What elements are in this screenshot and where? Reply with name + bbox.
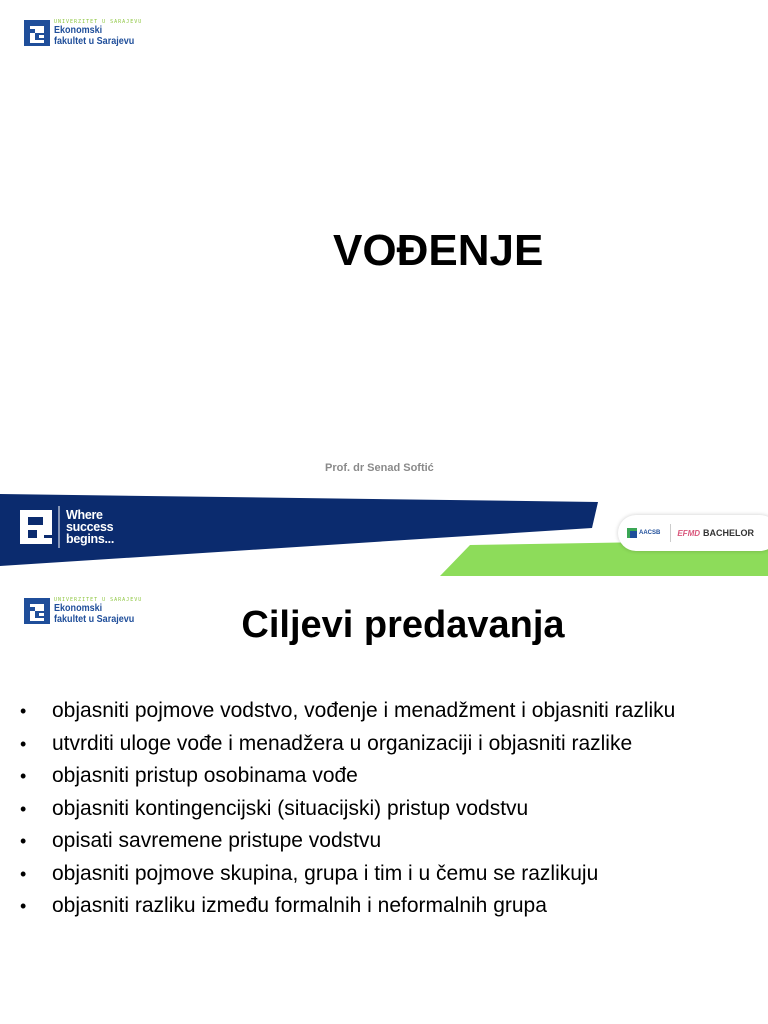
objective-text: objasniti kontingencijski (situacijski) pristup vodstvu <box>52 796 529 820</box>
badge-divider <box>670 524 671 542</box>
slide-title: Ciljevi predavanja <box>241 604 565 646</box>
slogan-line: begins... <box>66 532 115 546</box>
aacsb-logo <box>627 528 660 538</box>
bullet-icon: • <box>20 733 27 754</box>
efmd-label: EFMD <box>677 528 701 538</box>
list-item <box>20 894 675 927</box>
brand-e-icon <box>20 510 52 544</box>
bachelor-label: BACHELOR <box>703 528 755 538</box>
faculty-name-line2: fakultet u Sarajevu <box>54 613 135 625</box>
faculty-logo <box>24 20 147 47</box>
bullet-icon: • <box>20 798 27 819</box>
list-item <box>20 829 675 862</box>
aacsb-icon <box>627 528 637 538</box>
list-item <box>20 797 675 830</box>
objectives-slide <box>0 576 768 1024</box>
faculty-name-line1: Ekonomski <box>54 24 103 36</box>
bullet-icon: • <box>20 863 27 884</box>
bullet-icon: • <box>20 831 27 851</box>
presenter-name: Prof. dr Senad Softić <box>325 462 434 474</box>
faculty-logo-icon <box>24 20 50 46</box>
accreditation-badge <box>618 515 768 551</box>
slogan-line: success <box>66 520 114 534</box>
objective-text: opisati savremene pristupe vodstvu <box>52 829 382 852</box>
list-item <box>20 862 675 895</box>
faculty-name-line1: Ekonomski <box>54 602 103 614</box>
bullet-icon: • <box>20 896 27 916</box>
list-item <box>20 699 675 732</box>
bullet-icon: • <box>20 701 27 721</box>
slogan-text <box>66 509 114 545</box>
slogan-line: Where <box>66 508 103 522</box>
objective-text: objasniti pristup osobinama vođe <box>52 764 358 787</box>
objectives-list <box>20 699 675 927</box>
university-name: UNIVERZITET U SARAJEVU <box>54 597 143 603</box>
objective-text: objasniti razliku između formalnih i neformalnih grupa <box>52 894 547 917</box>
university-name: UNIVERZITET U SARAJEVU <box>54 19 143 25</box>
list-item <box>20 764 675 797</box>
aacsb-label: AACSB <box>639 530 661 536</box>
slide-title: VOĐENJE <box>333 226 544 275</box>
list-item <box>20 732 675 765</box>
faculty-name-line2: fakultet u Sarajevu <box>54 35 135 47</box>
objective-text: objasniti pojmove skupina, grupa i tim i u čemu se razlikuju <box>52 861 599 885</box>
objective-text: utvrditi uloge vođe i menadžera u organizaciji i objasniti razlike <box>52 731 633 755</box>
bullet-icon: • <box>20 766 27 786</box>
objective-text: objasniti pojmove vodstvo, vođenje i menadžment i objasniti razliku <box>52 699 676 722</box>
